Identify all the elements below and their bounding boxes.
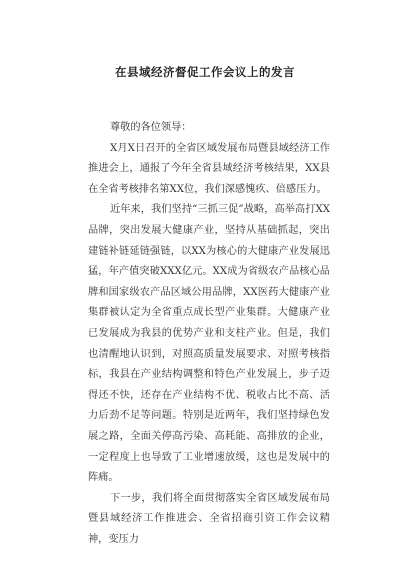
document-body [88,118,330,550]
paragraph-3: 下一步，我们将全面贯彻落实全省区域发展布局暨县域经济工作推进会、全省招商引资工作会议精神，变压力 [88,492,330,545]
salutation: 尊敬的各位领导： [110,122,192,133]
document-title: 在县域经济督促工作会议上的发言 [115,65,295,79]
paragraph-2: 近年来，我们坚持“三抓三促”战略，高举高打XX品牌，突出发展大健康产业，坚持从基础抓起，突出建链补链延链强链，以XX为核心的大健康产业发展迅猛，年产值突破XXX亿元。XX成为省级农产品核心品牌和国家级农产品区域公用品牌，XX医药大健康产业集群被认定为全省重点成长型产业集群。大健康产业已发展成为我县的优势产业和支柱产业。但是，我们也清醒地认识到，对照高质量发展要求、对照考核指标，我县在产业结构调整和特色产业发展上，步子迈得还不快，还存在产业结构不优、税收占比不高、活力后劲不足等问题。特别是近两年，我们坚持绿色发展之路，全面关停高污染、高耗能、高排放的企业，一定程度上也导致了工业增速放缓，这也是发展中的阵痛。 [88,204,330,484]
paragraph-1: X月X日召开的全省区域发展布局暨县域经济工作推进会上，通报了今年全省县域经济考核结果，XX县在全省考核排名第XX位，我们深感愧疚、倍感压力。 [88,142,330,195]
